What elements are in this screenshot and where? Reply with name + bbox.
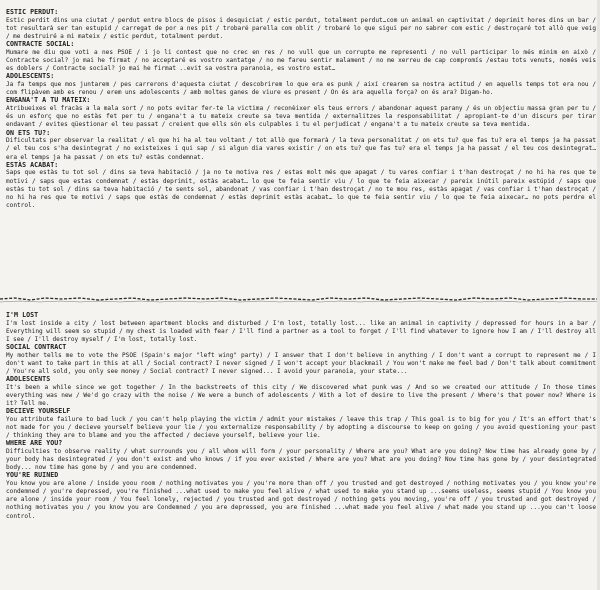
song-lyrics: It's been a while since we got together / In the backstreets of this city / We discovered what punk was / And so we created our attitude / In those times everything was new / We'd go crazy with the noise / We were a bunch of adolescents / With a lot of desire to live the present / Where's that power now? Where is it? Tell me.: [6, 383, 596, 408]
song-lyrics: You know you are alone / inside yoou room / nothing motivates you / you're more than off / you trusted and got destroyed / nothing motivates you / you know you're condemned / you're depressed, you're finished ...what used to make you feel alive / what used to make you stand up ...seems useless, seems stupid / You know you are alone / inside your room / You feel lonely, rejected / you trusted and got destroyed / nothing gets you moving, you're off / you trusted and got destroyed / nothing motivates you / you know you are Condemned / you are depressed, you are finished ...what made you feel alive / what made you stand up ...you can't loose control.: [6, 479, 596, 520]
song-lyrics: Ja fa temps que mos juntarem / pes carrerons d'aquesta ciutat / descobrirem lo que era es punk / així crearem sa nostra actitud / en aquells temps tot era nou / com flipàvem amb es renou / erem uns adolescents / amb moltes ganes de viure es present / On és ara aquella força? on és ara? Digam-ho.: [6, 81, 596, 97]
song-lyrics: You attribute failure to bad luck / you can't help playing the victim / admit your mistakes / leave this trap / This goal is to big for you / It's an effort that's not made for you / decieve yourself believe your lie / you externalize responsability / by adopting a discourse to keep on going / you avoid questioning your past / thinking they are to blame and you the affected / decieve yourself, believe your lie.: [6, 415, 596, 440]
song-section: [6, 440, 596, 472]
song-lyrics: Saps que estàs tu tot sol / dins sa teva habitació / ja no te motiva res / estas molt més que apagat / tu vares confiar i t'han destroçat / no hi ha res que te motivi / saps que estas condemnat / estàs deprimit, estàs acabat… lo que te feia sentir viu / lo que te feia aixecar / pareix inútil pareix estúpid / saps que estàs tu tot sol / dins sa teva habitació / te sents sol, abandonat / vas confiar i t'han destroçat / no te mou res, estàs apagat / vas confiar i t'han destroçat / no hi ha res que te motivi / saps que estàs de condemnat / estàs deprimit estàs acabat… lo que te feia sentir viu / lo que te feia aixecar… no pots perdre el control.: [6, 169, 596, 210]
song-title: ESTÀS ACABAT:: [6, 160, 59, 169]
song-title: ADOLESCENTS: [6, 375, 51, 384]
song-title: SOCIAL CONTRACT: [6, 343, 67, 352]
song-section: [6, 97, 596, 129]
song-lyrics: Difficulties to observe reality / what surrounds you / all whom will form / your personality / Where are you? What are you doing? Now time has already gone by / your body has desintegrated / you don't exist and who knows / if you ever existed / Where are you? What are you doing? Now time has gone by / your desintegrated body... now time has gone by / and you are condemned.: [6, 447, 596, 472]
song-lyrics: I'm lost inside a city / lost between apartment blocks and disturbed / I'm lost, totally lost... like an animal in captivity / depressed for hours in a bar / Everything will seem so stupid / my chest is loaded with fear / I'll find a partner as a tool to forget / I'll find whatever to ignore how I am / I'll destroy all I see / I'll destroy myself / I'm lost, totally lost.: [6, 319, 596, 343]
song-title: CONTRACTE SOCIAL:: [6, 40, 75, 49]
song-title: ENGANA'T A TU MATEIX:: [6, 96, 91, 105]
catalan-lyrics-column: [6, 9, 596, 210]
song-section: [6, 130, 596, 162]
song-title: I'M LOST: [6, 311, 39, 319]
song-section: [6, 376, 596, 408]
song-section: [6, 41, 596, 73]
song-section: [6, 9, 596, 41]
song-lyrics: Estic perdit dins una ciutat / perdut entre blocs de pisos i desquiciat / estic perdut, totalment perdut…com un animal en captivitat / deprimit hores dins un bar / tot resultarà ser tan estupid / carregat de por a nes pit / trobaré parella com oblit / trobaré lo que sigui per no sabrer com estic / destroçaré tot allò que veig / me destruiré a mi mateix / estic perdut, totalment perdut.: [6, 16, 596, 40]
song-section: [6, 162, 596, 211]
song-section: [6, 344, 596, 376]
song-section: [6, 472, 596, 520]
song-title: ON ETS TU?:: [6, 128, 51, 137]
song-title: ESTIC PERDUT:: [6, 8, 59, 16]
torn-paper-divider: [0, 294, 600, 306]
song-section: [6, 312, 596, 344]
song-section: [6, 73, 596, 97]
song-lyrics: Atribueixes el fracàs a la mala sort / no pots evitar fer-te la victima / reconèixer els teus errors / abandonar aquest parany / és un objectiu massa gran per tu / és un esforç que no estàs fet per tu / engana't a tu mateix creute sa teva mentida / externalitzes la responsabilitat / apropiant-te d'un discurs per tirar endavant / evites qüestionar el teu passat / creient que ells són els culpables i tu el perjudicat / engana't a tu mateix creute sa teva mentida.: [6, 105, 596, 129]
song-lyrics: My mother tells me to vote the PSOE (Spain's major "left wing" party) / I answer that I don't believe in anything / I don't want a corrupt to represent me / I don't want to take part in this at all / Social contract? I never signed / I won't accept your blackmail / You won't make me feel bad / Don't talk about commitment / You're all sold, you only see money / Social contract? I never signed... I avoid your paranoia, your state...: [6, 351, 596, 375]
song-section: [6, 408, 596, 440]
song-title: ADOLESCENTS:: [6, 72, 55, 81]
english-lyrics-column: [6, 312, 596, 521]
song-title: YOU'RE RUINED: [6, 471, 59, 480]
song-lyrics: Dificultats per observar la realitat / el que hi ha al teu voltant / tot allò que formarà / la teva personalitat / on ets tu? que fas tu? era el temps ja ha passat / el teu cos s'ha desintegrat / no existeixes i qui sap / si algun dia vares existir / on ets tu? que fas tu? era el temps ja ha passat / el teu cos desintegrat… era el temps ja ha passat / on ets tu? estàs condemnat.: [6, 137, 596, 161]
song-lyrics: Mumare me diu que voti a nes PSOE / i jo li contest que no crec en res / no vull que un corrupte me representi / no vull participar lo més minim en això / Contracte social? jo mai he firmat / no acceptaré es vostro xantatge / no me fareu sentir malament / no me xerreu de cap compromís /estau tots venuts, només veis es doblers / Contracte social? jo mai he firmat ..evit sa vostra paranoia, es vostro estat…: [6, 48, 596, 73]
song-title: WHERE ARE YOU?: [6, 439, 63, 448]
song-title: DECIEVE YOURSELF: [6, 407, 71, 416]
